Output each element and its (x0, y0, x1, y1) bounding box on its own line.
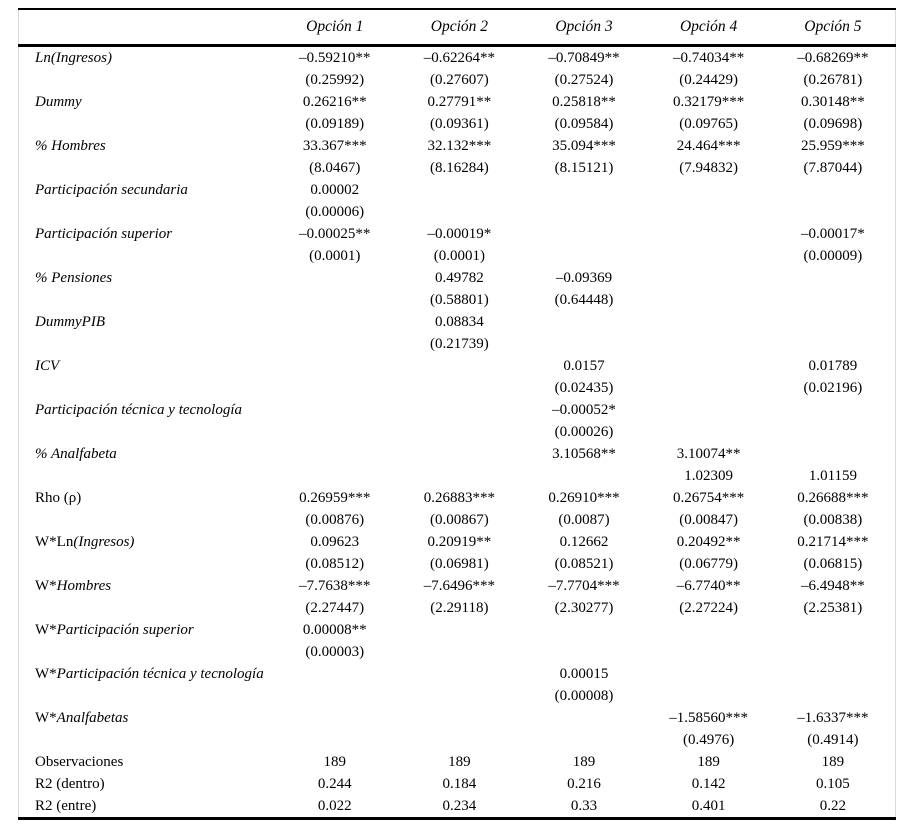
cell-value (646, 421, 771, 443)
cell-value (646, 267, 771, 289)
std-error-row (19, 421, 896, 443)
cell-value: (0.02435) (554, 380, 614, 396)
column-header: Opción 4 (646, 9, 771, 46)
cell-value (522, 201, 647, 223)
cell-value (273, 377, 398, 399)
std-error-row (19, 113, 896, 135)
row-label (19, 641, 273, 663)
cell-value (771, 641, 896, 663)
cell-value (771, 443, 896, 465)
cell-value: 0.22 (819, 798, 847, 814)
cell-value: 0.25818** (552, 94, 616, 110)
std-error-row (19, 553, 896, 575)
cell-value: 35.094*** (552, 138, 616, 154)
cell-value: 0.08834 (435, 314, 484, 330)
std-error-row (19, 201, 896, 223)
cell-value (646, 399, 771, 421)
cell-value: (0.09189) (305, 116, 365, 132)
cell-value: 189 (697, 754, 720, 770)
row-label (19, 179, 273, 201)
cell-value: 24.464*** (676, 138, 741, 154)
cell-value (273, 729, 398, 751)
row-label (19, 663, 273, 685)
cell-value (771, 179, 896, 201)
cell-value: 1.02309 (684, 468, 733, 484)
regression-results-table (18, 8, 896, 820)
table-header (19, 9, 896, 46)
cell-value: –0.00052* (552, 402, 616, 418)
row-label (19, 311, 273, 333)
cell-value (771, 685, 896, 707)
row-label (19, 619, 273, 641)
cell-value: (0.08521) (554, 556, 614, 572)
cell-value: 0.401 (691, 798, 726, 814)
column-header: Opción 1 (273, 9, 398, 46)
std-error-row (19, 685, 896, 707)
row-label (19, 685, 273, 707)
cell-value: (0.00006) (305, 204, 365, 220)
cell-value: 0.00002 (310, 182, 360, 198)
row-label (19, 421, 273, 443)
cell-value: 0.184 (442, 776, 477, 792)
row-label-italic: Participación superior (56, 622, 194, 638)
cell-value: (8.16284) (430, 160, 489, 176)
coefficient-row (19, 311, 896, 333)
cell-value (273, 707, 398, 729)
row-label (19, 245, 273, 267)
cell-value: (0.00008) (554, 688, 614, 704)
std-error-row (19, 509, 896, 531)
cell-value: 189 (821, 754, 845, 770)
cell-value: 0.26910*** (548, 490, 620, 506)
row-label (19, 113, 273, 135)
coefficient-row (19, 531, 896, 553)
cell-value: (2.29118) (430, 600, 489, 616)
cell-value: (2.27224) (679, 600, 738, 616)
cell-value: (8.15121) (554, 160, 614, 176)
cell-value: (0.06815) (803, 556, 863, 572)
cell-value (771, 311, 896, 333)
row-label (19, 267, 273, 289)
cell-value (522, 619, 647, 641)
cell-value: 0.32179*** (672, 94, 745, 110)
coefficient-row (19, 575, 896, 597)
std-error-row (19, 465, 896, 487)
cell-value: (0.09584) (554, 116, 614, 132)
cell-value: 0.00015 (559, 666, 609, 682)
std-error-row (19, 245, 896, 267)
coefficient-row (19, 707, 896, 729)
cell-value: 25.959*** (801, 138, 865, 154)
cell-value (397, 443, 522, 465)
row-label (19, 157, 273, 179)
cell-value: 0.01789 (808, 358, 858, 374)
row-label (19, 355, 273, 377)
cell-value: (0.64448) (554, 292, 614, 308)
cell-value (273, 443, 398, 465)
cell-value: (0.00009) (803, 248, 863, 264)
cell-value (646, 377, 771, 399)
cell-value: 0.244 (317, 776, 352, 792)
std-error-row (19, 641, 896, 663)
cell-value (273, 465, 398, 487)
coefficient-row (19, 91, 896, 113)
cell-value (273, 685, 398, 707)
coefficient-row (19, 179, 896, 201)
cell-value: 0.105 (816, 776, 850, 792)
cell-value: (7.87044) (803, 160, 863, 176)
row-label-italic: Dummy (35, 94, 82, 110)
row-label (19, 201, 273, 223)
column-header: Opción 5 (771, 9, 896, 46)
row-label (19, 377, 273, 399)
cell-value: (0.00847) (679, 512, 738, 528)
stat-row (19, 773, 896, 795)
row-label-plain: R2 (dentro) (35, 776, 105, 792)
cell-value: –7.7704*** (548, 578, 620, 594)
cell-value (522, 311, 647, 333)
cell-value: (0.27524) (554, 72, 614, 88)
row-label (19, 575, 273, 597)
cell-value: (0.09361) (430, 116, 489, 132)
row-label (19, 69, 273, 91)
std-error-row (19, 729, 896, 751)
cell-value: (0.4976) (682, 732, 735, 748)
cell-value (771, 333, 896, 355)
row-label-italic: % Hombres (35, 138, 106, 154)
cell-value: 32.132*** (427, 138, 492, 154)
cell-value (771, 421, 896, 443)
cell-value (646, 245, 771, 267)
stat-row (19, 751, 896, 773)
cell-value: (0.00026) (554, 424, 614, 440)
cell-value: (0.09765) (679, 116, 738, 132)
row-label (19, 553, 273, 575)
cell-value (397, 399, 522, 421)
coefficient-row (19, 619, 896, 641)
cell-value: (0.4914) (807, 732, 859, 748)
coefficient-row (19, 223, 896, 245)
coefficient-row (19, 487, 896, 509)
coefficient-row (19, 267, 896, 289)
cell-value (646, 179, 771, 201)
cell-value: –7.6496*** (423, 578, 496, 594)
cell-value: 0.26959*** (299, 490, 371, 506)
header-row (19, 9, 896, 46)
row-label (19, 487, 273, 509)
row-label (19, 773, 273, 795)
cell-value (397, 641, 522, 663)
cell-value: 0.27791** (427, 94, 492, 110)
cell-value (522, 223, 647, 245)
cell-value: –0.00019* (427, 226, 492, 242)
cell-value (273, 355, 398, 377)
cell-value: 0.216 (567, 776, 601, 792)
cell-value: (0.58801) (430, 292, 489, 308)
cell-value (646, 201, 771, 223)
cell-value (397, 355, 522, 377)
cell-value: (0.0001) (309, 248, 361, 264)
row-label-italic: DummyPIB (35, 314, 105, 330)
cell-value: 0.26688*** (797, 490, 869, 506)
cell-value: –0.68269** (797, 50, 869, 66)
cell-value: (0.27607) (430, 72, 489, 88)
cell-value (397, 465, 522, 487)
cell-value: 33.367*** (302, 138, 367, 154)
cell-value (273, 663, 398, 685)
cell-value (522, 641, 647, 663)
cell-value: (2.30277) (554, 600, 614, 616)
coefficient-row (19, 355, 896, 377)
row-label-plain: W* (35, 578, 57, 594)
cell-value: 1.01159 (808, 468, 858, 484)
row-label (19, 597, 273, 619)
row-label-plain: W*Ln (35, 534, 74, 550)
cell-value (646, 641, 771, 663)
cell-value (522, 707, 647, 729)
row-label-plain: Observaciones (35, 754, 124, 770)
cell-value: –7.7638*** (299, 578, 371, 594)
corner-cell (19, 9, 273, 46)
row-label-italic: Participación técnica y tecnología (56, 666, 264, 682)
cell-value: –6.4948** (801, 578, 865, 594)
row-label-italic: Participación superior (35, 226, 173, 242)
cell-value: 3.10568** (552, 446, 616, 462)
cell-value: (0.0087) (558, 512, 610, 528)
cell-value (646, 333, 771, 355)
cell-value: 189 (448, 754, 471, 770)
coefficient-row (19, 663, 896, 685)
cell-value (397, 179, 522, 201)
cell-value: (0.06981) (430, 556, 489, 572)
row-label (19, 223, 273, 245)
cell-value: (8.0467) (309, 160, 361, 176)
row-label-italic: Ln(Ingresos) (35, 50, 112, 66)
cell-value (522, 333, 647, 355)
cell-value: 0.30148** (801, 94, 865, 110)
row-label (19, 333, 273, 355)
row-label-italic: (Ingresos) (73, 534, 135, 550)
row-label-italic: % Pensiones (35, 270, 113, 286)
cell-value (522, 245, 647, 267)
row-label-plain: W* (35, 710, 57, 726)
cell-value (273, 289, 398, 311)
coefficient-row (19, 46, 896, 70)
cell-value: (0.24429) (679, 72, 738, 88)
cell-value (522, 179, 647, 201)
row-label (19, 443, 273, 465)
cell-value: –0.59210** (299, 50, 371, 66)
cell-value (771, 201, 896, 223)
row-label-italic: Hombres (56, 578, 112, 594)
cell-value (522, 729, 647, 751)
cell-value: 3.10074** (676, 446, 741, 462)
cell-value: 0.09623 (310, 534, 360, 550)
cell-value: 0.21714*** (797, 534, 869, 550)
cell-value: 0.022 (317, 798, 352, 814)
cell-value (646, 289, 771, 311)
cell-value (771, 289, 896, 311)
row-label-plain: W* (35, 622, 57, 638)
cell-value (273, 267, 398, 289)
cell-value: (2.27447) (305, 600, 365, 616)
row-label-plain: Rho (ρ) (35, 490, 82, 506)
cell-value: –0.62264** (423, 50, 496, 66)
row-label-italic: Analfabetas (56, 710, 129, 726)
cell-value (522, 465, 647, 487)
row-label (19, 795, 273, 819)
std-error-row (19, 289, 896, 311)
cell-value (273, 421, 398, 443)
cell-value (771, 619, 896, 641)
table-body (19, 46, 896, 819)
cell-value (273, 311, 398, 333)
stat-row (19, 795, 896, 819)
coefficient-row (19, 135, 896, 157)
cell-value: (0.21739) (430, 336, 489, 352)
cell-value: (0.00876) (305, 512, 365, 528)
cell-value: 189 (323, 754, 347, 770)
cell-value: –0.00025** (299, 226, 371, 242)
cell-value: 0.20492** (676, 534, 741, 550)
row-label (19, 289, 273, 311)
cell-value: 0.26216** (302, 94, 367, 110)
cell-value (646, 355, 771, 377)
std-error-row (19, 69, 896, 91)
std-error-row (19, 157, 896, 179)
row-label-italic: ICV (35, 358, 60, 374)
cell-value (397, 707, 522, 729)
row-label (19, 751, 273, 773)
row-label (19, 399, 273, 421)
cell-value (646, 663, 771, 685)
cell-value (646, 311, 771, 333)
cell-value: 0.142 (691, 776, 726, 792)
cell-value: 0.20919** (427, 534, 492, 550)
cell-value (273, 399, 398, 421)
cell-value: 0.12662 (559, 534, 609, 550)
std-error-row (19, 333, 896, 355)
cell-value: –0.74034** (672, 50, 745, 66)
cell-value: (0.25992) (305, 72, 365, 88)
cell-value: (0.00003) (305, 644, 365, 660)
row-label (19, 509, 273, 531)
cell-value (397, 421, 522, 443)
cell-value: –0.09369 (555, 270, 613, 286)
row-label (19, 465, 273, 487)
cell-value (397, 685, 522, 707)
cell-value (771, 399, 896, 421)
cell-value (397, 729, 522, 751)
std-error-row (19, 377, 896, 399)
cell-value: –1.58560*** (669, 710, 748, 726)
column-header: Opción 3 (522, 9, 647, 46)
row-label-plain: W* (35, 666, 57, 682)
cell-value (646, 619, 771, 641)
cell-value: (0.00867) (430, 512, 489, 528)
cell-value: –1.6337*** (797, 710, 869, 726)
coefficient-row (19, 443, 896, 465)
cell-value: 189 (572, 754, 596, 770)
row-label-plain: R2 (entre) (35, 798, 97, 814)
cell-value: (7.94832) (679, 160, 738, 176)
cell-value: (0.09698) (803, 116, 863, 132)
cell-value: 0.00008** (302, 622, 367, 638)
row-label (19, 707, 273, 729)
cell-value: (0.02196) (803, 380, 863, 396)
std-error-row (19, 597, 896, 619)
cell-value: 0.234 (442, 798, 477, 814)
cell-value (397, 377, 522, 399)
row-label-italic: Participación secundaria (35, 182, 188, 198)
cell-value: 0.26883*** (423, 490, 496, 506)
cell-value: –0.70849** (548, 50, 620, 66)
cell-value (771, 663, 896, 685)
cell-value: (0.0001) (433, 248, 486, 264)
coefficient-row (19, 399, 896, 421)
cell-value (646, 685, 771, 707)
cell-value (397, 201, 522, 223)
cell-value: (0.08512) (305, 556, 365, 572)
row-label (19, 135, 273, 157)
cell-value: 0.49782 (435, 270, 484, 286)
cell-value: –6.7740** (676, 578, 741, 594)
row-label (19, 531, 273, 553)
cell-value (771, 267, 896, 289)
cell-value: (2.25381) (803, 600, 863, 616)
cell-value: (0.06779) (679, 556, 738, 572)
cell-value: 0.33 (570, 798, 598, 814)
cell-value (646, 223, 771, 245)
cell-value: –0.00017* (801, 226, 865, 242)
cell-value (397, 619, 522, 641)
cell-value (397, 663, 522, 685)
column-header: Opción 2 (397, 9, 522, 46)
row-label-italic: Participación técnica y tecnología (35, 402, 243, 418)
row-label (19, 729, 273, 751)
cell-value: (0.26781) (803, 72, 863, 88)
row-label-italic: % Analfabeta (35, 446, 117, 462)
cell-value: 0.0157 (563, 358, 605, 374)
row-label (19, 91, 273, 113)
cell-value (273, 333, 398, 355)
cell-value: 0.26754*** (672, 490, 745, 506)
cell-value: (0.00838) (803, 512, 863, 528)
row-label (19, 46, 273, 70)
